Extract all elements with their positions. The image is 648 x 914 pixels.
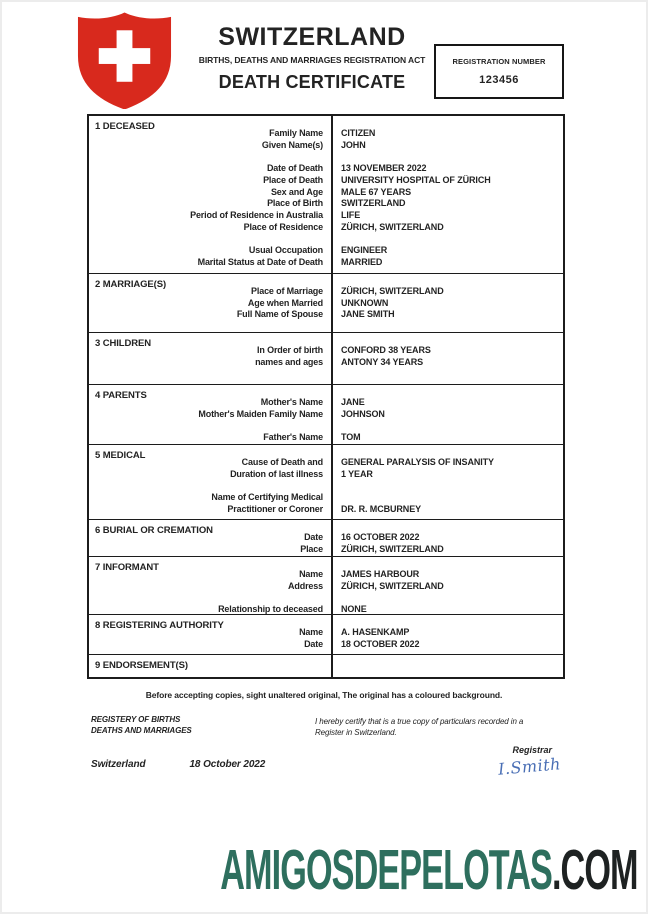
field-label: Age when Married <box>247 297 323 308</box>
field-label <box>89 233 331 245</box>
field-value: 16 OCTOBER 2022 <box>341 532 420 542</box>
field-label: Practitioner or Coroner <box>227 503 323 514</box>
certificate-section <box>89 385 563 445</box>
field-value <box>331 480 563 492</box>
field-value: JAMES HARBOUR <box>341 569 420 579</box>
registration-act-subtitle: BIRTHS, DEATHS AND MARRIAGES REGISTRATION ACT <box>198 55 426 65</box>
section-title: 8 REGISTERING AUTHORITY <box>95 620 224 631</box>
certificate-section <box>89 520 563 557</box>
section-rows <box>89 445 563 516</box>
section-title: 1 DECEASED <box>95 121 155 132</box>
field-value: MALE 67 YEARS <box>341 186 412 197</box>
field-label: Usual Occupation <box>248 245 323 256</box>
registration-number-label: REGISTRATION NUMBER <box>452 57 546 66</box>
certificate-section <box>89 274 563 333</box>
field-label: Date of Death <box>266 163 323 174</box>
field-value: NONE <box>341 604 367 615</box>
certificate-section <box>89 655 563 677</box>
registry-office-block <box>91 715 192 736</box>
field-label: Relationship to deceased <box>218 604 323 615</box>
field-value <box>331 592 563 604</box>
section-title: 9 ENDORSEMENT(S) <box>95 660 188 671</box>
certificate-section <box>89 615 563 655</box>
field-value: 13 NOVEMBER 2022 <box>341 163 427 174</box>
field-label: Date <box>304 532 323 542</box>
field-label: Mother's Maiden Family Name <box>198 408 323 419</box>
field-label: Name of Certifying Medical <box>211 492 323 503</box>
field-value: JOHNSON <box>341 408 385 419</box>
certificate-table <box>87 114 565 679</box>
field-label: In Order of birth <box>257 345 323 355</box>
field-label <box>89 151 331 163</box>
registration-number-box <box>434 44 564 99</box>
section-title: 7 INFORMANT <box>95 562 159 573</box>
field-label: Family Name <box>269 128 323 138</box>
issue-place-date <box>91 759 265 770</box>
field-label: Father's Name <box>263 432 323 443</box>
registry-line-2: DEATHS AND MARRIAGES <box>91 725 192 735</box>
field-value: ZÜRICH, SWITZERLAND <box>341 221 444 232</box>
certify-line-2: Register in Switzerland. <box>315 727 397 737</box>
registry-line-1: REGISTERY OF BIRTHS <box>91 715 181 724</box>
field-value: ANTONY 34 YEARS <box>341 356 424 367</box>
swiss-shield-icon <box>75 9 174 109</box>
field-label: Place <box>300 543 323 554</box>
field-value: ZÜRICH, SWITZERLAND <box>341 286 444 296</box>
certification-statement <box>315 717 565 738</box>
section-title: 3 CHILDREN <box>95 338 152 349</box>
field-value <box>331 151 563 163</box>
field-value: TOM <box>341 432 361 443</box>
field-label: Mother's Name <box>260 397 323 407</box>
field-value: ZÜRICH, SWITZERLAND <box>341 543 444 554</box>
field-label: Address <box>288 580 323 591</box>
field-label: Place of Marriage <box>251 286 323 296</box>
field-value: JOHN <box>341 139 366 150</box>
field-label <box>89 592 331 604</box>
copy-notice: Before accepting copies, sight unaltered original, The original has a coloured background. <box>145 690 503 700</box>
field-value: CONFORD 38 YEARS <box>341 345 431 355</box>
certificate-section <box>89 333 563 385</box>
field-value: MARRIED <box>341 256 383 267</box>
certify-line-1: I hereby certify that is a true copy of particulars recorded in a <box>315 717 524 726</box>
field-value <box>331 233 563 245</box>
certificate-header <box>177 24 447 93</box>
field-value: JANE <box>341 397 365 407</box>
field-value: ENGINEER <box>341 245 388 256</box>
certificate-section <box>89 557 563 615</box>
section-rows <box>89 116 563 268</box>
field-value: 18 OCTOBER 2022 <box>341 638 420 649</box>
field-value: GENERAL PARALYSIS OF INSANITY <box>341 457 494 467</box>
registrar-signature: I.Smith <box>497 754 562 779</box>
field-label: Place of Birth <box>267 198 323 209</box>
field-value: ZÜRICH, SWITZERLAND <box>341 580 444 591</box>
site-watermark <box>220 838 638 902</box>
field-label: Given Name(s) <box>261 139 323 150</box>
field-label: Period of Residence in Australia <box>190 209 323 220</box>
field-value: JANE SMITH <box>341 309 395 320</box>
field-value: LIFE <box>341 209 361 220</box>
watermark-tld: .COM <box>552 838 638 902</box>
field-label: Place of Death <box>263 174 323 185</box>
field-label: names and ages <box>255 356 323 367</box>
field-label: Duration of last illness <box>230 468 323 479</box>
field-value: DR. R. MCBURNEY <box>341 503 422 514</box>
field-label: Name <box>299 627 323 637</box>
field-label: Full Name of Spouse <box>236 309 323 320</box>
section-title: 4 PARENTS <box>95 390 147 401</box>
field-label: Cause of Death and <box>241 457 323 467</box>
section-rows <box>89 333 563 368</box>
section-title: 2 MARRIAGE(S) <box>95 279 167 290</box>
document-title: DEATH CERTIFICATE <box>218 72 406 92</box>
field-value <box>331 420 563 432</box>
watermark-brand: AMIGOSDEPELOTAS <box>220 838 553 902</box>
issue-place: Switzerland <box>91 759 146 770</box>
certificate-section <box>89 445 563 520</box>
field-label: Name <box>299 569 323 579</box>
country-title: SWITZERLAND <box>218 23 406 51</box>
section-rows <box>89 557 563 616</box>
registration-number-value: 123456 <box>479 74 519 86</box>
field-label <box>89 420 331 432</box>
field-label <box>89 480 331 492</box>
issue-date: 18 October 2022 <box>189 759 266 770</box>
field-value <box>331 492 563 504</box>
certificate-section <box>89 116 563 274</box>
registrar-label: Registrar <box>512 745 552 755</box>
field-label: Marital Status at Date of Death <box>197 256 323 267</box>
field-value: CITIZEN <box>341 128 376 138</box>
field-label: Place of Residence <box>243 221 323 232</box>
section-title: 6 BURIAL OR CREMATION <box>95 525 213 536</box>
field-label: Sex and Age <box>270 186 323 197</box>
field-label: Date <box>304 638 323 649</box>
field-value: SWITZERLAND <box>341 198 406 209</box>
field-value: 1 YEAR <box>341 468 373 479</box>
section-title: 5 MEDICAL <box>95 450 146 461</box>
field-value: A. HASENKAMP <box>341 627 410 637</box>
field-value: UNKNOWN <box>341 297 389 308</box>
section-rows <box>89 385 563 444</box>
field-value: UNIVERSITY HOSPITAL OF ZÜRICH <box>341 174 491 185</box>
